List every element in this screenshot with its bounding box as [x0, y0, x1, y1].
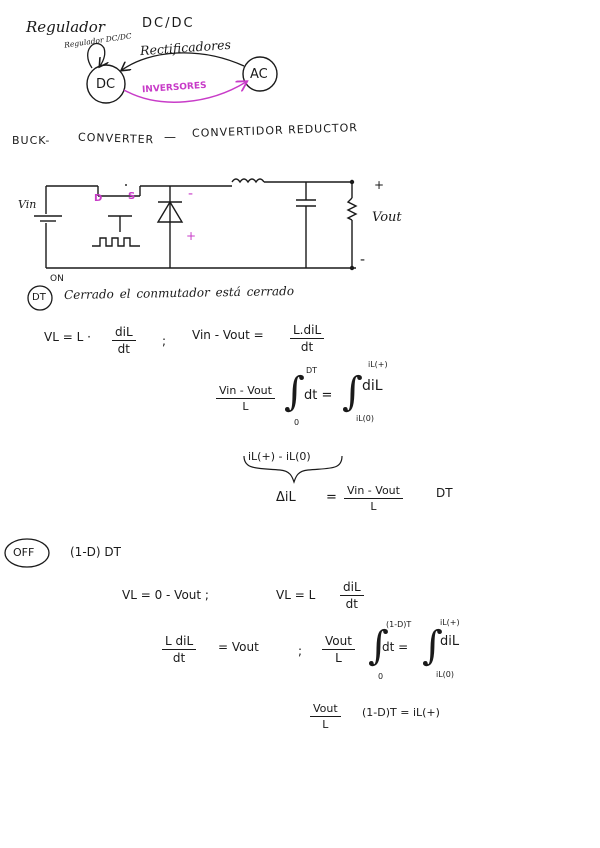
on-integral-right: ∫ [342, 369, 363, 415]
off-label: (1-D) DT [70, 545, 121, 559]
title-spanish: CONVERTIDOR REDUCTOR [191, 121, 359, 140]
on-eq4-tail: DT [436, 486, 453, 500]
out-minus: - [360, 252, 366, 268]
ac-node-label: AC [250, 67, 268, 82]
on-int-r-upper: iL(+) [368, 360, 388, 369]
off-eq1b-den: dt [345, 597, 358, 611]
on-sep: ; [162, 334, 167, 348]
off-eq1b-lhs: VL = L [276, 588, 316, 602]
off-int-lower: 0 [378, 672, 384, 681]
off-eq4-frac [310, 702, 341, 731]
off-integral-left: ∫ [368, 623, 389, 669]
off-eq3-rhs: diL [440, 634, 460, 649]
on-integral-left: ∫ [284, 369, 305, 415]
on-eq1-den: dt [117, 342, 130, 356]
off-eq3-den: L [335, 651, 342, 665]
on-eq2-den: dt [300, 340, 314, 354]
on-eq3-num: Vin - Vout [216, 384, 275, 399]
regulador-label: Regulador [26, 18, 105, 36]
source-label: S [128, 191, 136, 202]
title-dash: — [164, 130, 176, 144]
on-eq2-num: L.diL [290, 323, 324, 339]
off-eq4-tail: (1-D)T = iL(+) [362, 706, 440, 719]
off-int-r-lower: iL(0) [436, 670, 455, 679]
on-eq3-rhs: diL [362, 378, 383, 394]
title-converter: CONVERTER [77, 130, 155, 147]
off-eq3-num: Vout [322, 634, 355, 650]
on-eq2-frac [290, 323, 324, 354]
off-sep: ; [298, 644, 303, 658]
on-int-lower: 0 [294, 418, 300, 427]
on-eq4-eq: = [326, 490, 337, 505]
off-integral-right: ∫ [422, 623, 443, 669]
drain-label: D [94, 193, 103, 204]
out-plus: + [374, 178, 385, 192]
dt-badge: DT [32, 292, 46, 303]
dc-node-label: DC [96, 77, 116, 92]
on-eq4-frac [344, 484, 403, 513]
on-eq4-lhs: ΔiL [276, 490, 296, 505]
off-eq2-den: dt [172, 651, 186, 665]
off-eq4-num: Vout [310, 702, 341, 717]
on-eq3-dt: dt = [304, 388, 333, 403]
inversores-label: INVERSORES [141, 80, 207, 96]
on-int-upper: DT [306, 366, 318, 375]
off-badge: OFF [13, 546, 35, 559]
off-eq2-rhs: = Vout [218, 640, 259, 654]
on-int-r-lower: iL(0) [356, 414, 375, 423]
on-eq4-den: L [370, 500, 377, 513]
off-eq2-num: L diL [162, 634, 196, 650]
regulador-dcdc-label: Regulador DC/DC [63, 31, 133, 50]
on-label: ON [50, 274, 64, 284]
on-eq3-den: L [242, 400, 249, 413]
closed-switch-text: Cerrado el conmutador está cerrado [63, 283, 295, 303]
on-eq4-num: Vin - Vout [344, 484, 403, 499]
node-dot [350, 180, 354, 184]
diode-minus: - [188, 186, 194, 202]
off-eq2-frac [162, 634, 196, 665]
on-eq1-lhs: VL = L · [44, 330, 91, 344]
on-eq3-frac [216, 384, 275, 413]
off-eq3-dt: dt = [382, 640, 409, 654]
dcdc-label: DC/DC [142, 16, 195, 31]
regulator-loop-arrow [88, 44, 105, 68]
vin-label: Vin [18, 198, 37, 211]
buck-circuit [34, 179, 356, 268]
off-int-upper: (1-D)T [386, 620, 412, 629]
off-eq1b-frac [340, 580, 364, 611]
node-dot [350, 266, 354, 270]
off-eq1: VL = 0 - Vout ; [122, 588, 209, 602]
title-buck: BUCK- [12, 134, 51, 147]
rectificadores-label: Rectificadores [139, 36, 232, 59]
on-eq2-lhs: Vin - Vout = [192, 328, 264, 342]
off-eq1b-num: diL [340, 580, 364, 596]
off-eq4-den: L [322, 718, 329, 731]
off-eq3-frac [322, 634, 355, 665]
on-eq1-num: diL [112, 325, 136, 341]
vout-label: Vout [372, 210, 402, 225]
off-int-r-upper: iL(+) [440, 618, 460, 627]
on-eq1-frac [112, 325, 136, 356]
diode-plus: + [186, 229, 197, 243]
brace-text: iL(+) - iL(0) [248, 450, 311, 463]
